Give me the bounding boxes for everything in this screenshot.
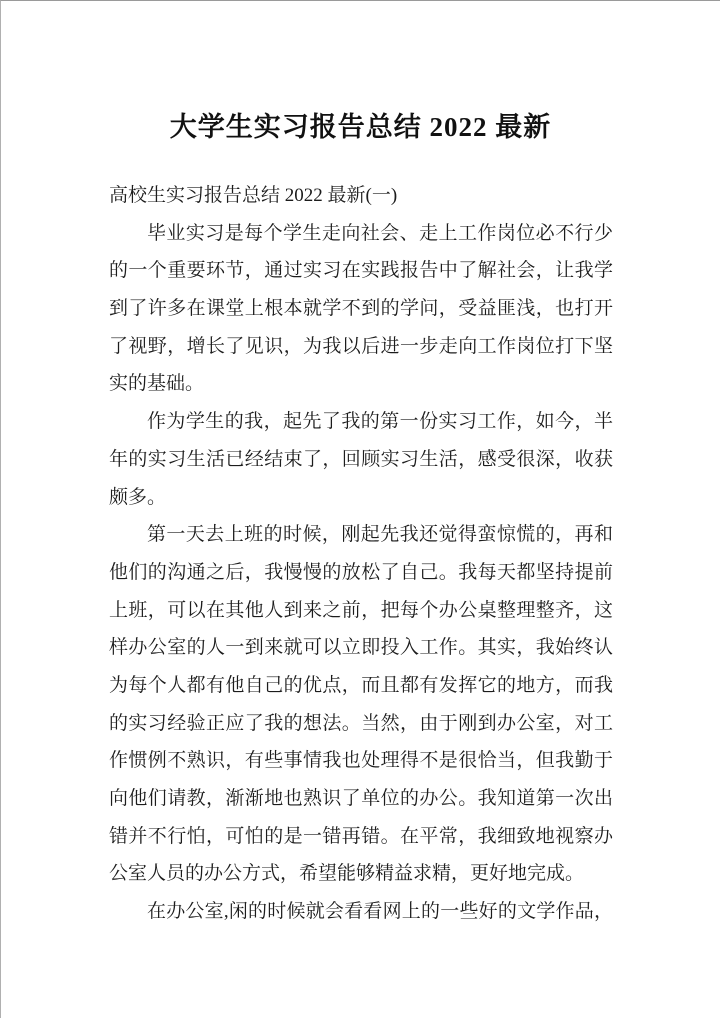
text-line: 作惯例不熟识，有些事情我也处理得不是很恰当，但我勤于	[109, 750, 613, 772]
text-line: 毕业实习是每个学生走向社会、走上工作岗位必不行少	[147, 222, 613, 244]
text-line: 的一个重要环节，通过实习在实践报告中了解社会，让我学	[109, 260, 613, 282]
text-line: 实的基础。	[109, 373, 205, 395]
text-line: 为每个人都有他自己的优点，而且都有发挥它的地方，而我	[109, 674, 613, 696]
text-line: 到了许多在课堂上根本就学不到的学问，受益匪浅，也打开	[109, 298, 613, 320]
text-line: 向他们请教，渐渐地也熟识了单位的办公。我知道第一次出	[109, 788, 613, 809]
text-line-section-heading: 高校生实习报告总结 2022 最新(一)	[109, 185, 398, 206]
text-line: 公室人员的办公方式，希望能够精益求精，更好地完成。	[109, 863, 585, 885]
document-body	[109, 177, 613, 931]
document-title: 大学生实习报告总结 2022 最新	[169, 112, 552, 142]
text-line: 上班，可以在其他人到来之前，把每个办公桌整理整齐，这	[109, 599, 613, 621]
text-line: 错并不行怕，可怕的是一错再错。在平常，我细致地视察办	[109, 825, 613, 847]
text-line: 颇多。	[109, 486, 167, 508]
text-line: 第一天去上班的时候，刚起先我还觉得蛮惊慌的，再和	[147, 524, 613, 546]
text-line: 在办公室,闲的时候就会看看网上的一些好的文学作品，	[147, 901, 613, 923]
text-line: 样办公室的人一到来就可以立即投入工作。其实，我始终认	[109, 637, 613, 659]
text-line: 年的实习生活已经结束了，回顾实习生活，感受很深，收获	[109, 448, 613, 470]
text-line: 的实习经验正应了我的想法。当然，由于刚到办公室，对工	[109, 712, 613, 734]
text-line: 他们的沟通之后，我慢慢的放松了自己。我每天都坚持提前	[109, 561, 613, 583]
text-line: 作为学生的我，起先了我的第一份实习工作，如今，半	[147, 411, 613, 433]
text-line: 了视野，增长了见识，为我以后进一步走向工作岗位打下坚	[109, 335, 613, 357]
